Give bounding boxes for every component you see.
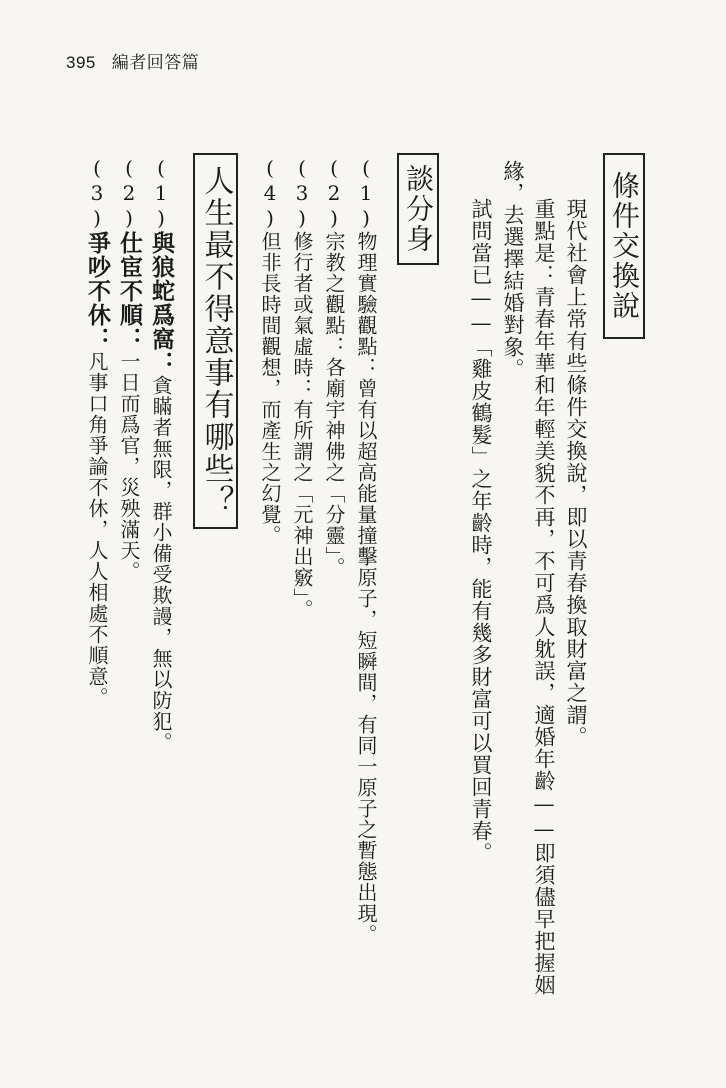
section-heading-unfortunate-events: [193, 153, 238, 529]
paragraph-line: 試問當已——「雞皮鶴髮」之年齡時，能有幾多財富可以買回青春。: [469, 198, 493, 864]
list-item: (4)但非長時間觀想，而產生之幻覺。: [258, 156, 282, 546]
page-header: [66, 48, 199, 73]
list-item: (1)物理實驗觀點：曾有以超高能量撞擊原子，短瞬間，有同一原子之暫態出現。: [354, 156, 378, 945]
item-text: 貪瞞者無限，群小備受欺謾，無以防犯。: [149, 375, 173, 753]
paragraph-line: 緣，去選擇結婚對象。: [501, 160, 525, 380]
list-item: (3)修行者或氣虛時：有所謂之「元神出竅」。: [290, 156, 314, 620]
item-term: 與狼蛇爲窩：: [148, 231, 175, 375]
item-term: 仕宦不順：: [116, 231, 143, 351]
list-item: [86, 156, 109, 708]
list-item: [118, 156, 141, 582]
paragraph-line: 重點是：青春年華和年輕美貌不再，不可爲人躭誤，適婚年齡——即須儘早把握姻: [532, 198, 556, 996]
list-item: [150, 156, 173, 753]
list-item: (2)宗教之觀點：各廟宇神佛之「分靈」。: [322, 156, 346, 578]
section-heading-text: 條件交換說: [608, 171, 641, 321]
item-term: 爭吵不休：: [84, 231, 111, 351]
paragraph-line: 現代社會上常有些條件交換說，即以青春換取財富之謂。: [564, 198, 588, 748]
item-number: (3): [85, 156, 109, 231]
item-number: (2): [117, 156, 141, 231]
header-title: 編者回答篇: [111, 53, 200, 73]
item-text: 凡事口角爭論不休，人人相處不順意。: [85, 351, 109, 708]
page-number: 395: [66, 53, 96, 72]
item-text: 一日而爲官，災殃滿天。: [117, 351, 141, 582]
item-number: (1): [149, 156, 173, 231]
section-heading-text: 談分身: [402, 164, 435, 254]
section-heading-text: 人生最不得意事有哪些？: [198, 165, 234, 517]
section-heading-conditional-exchange: [603, 153, 645, 339]
section-heading-split-body: [397, 153, 439, 265]
